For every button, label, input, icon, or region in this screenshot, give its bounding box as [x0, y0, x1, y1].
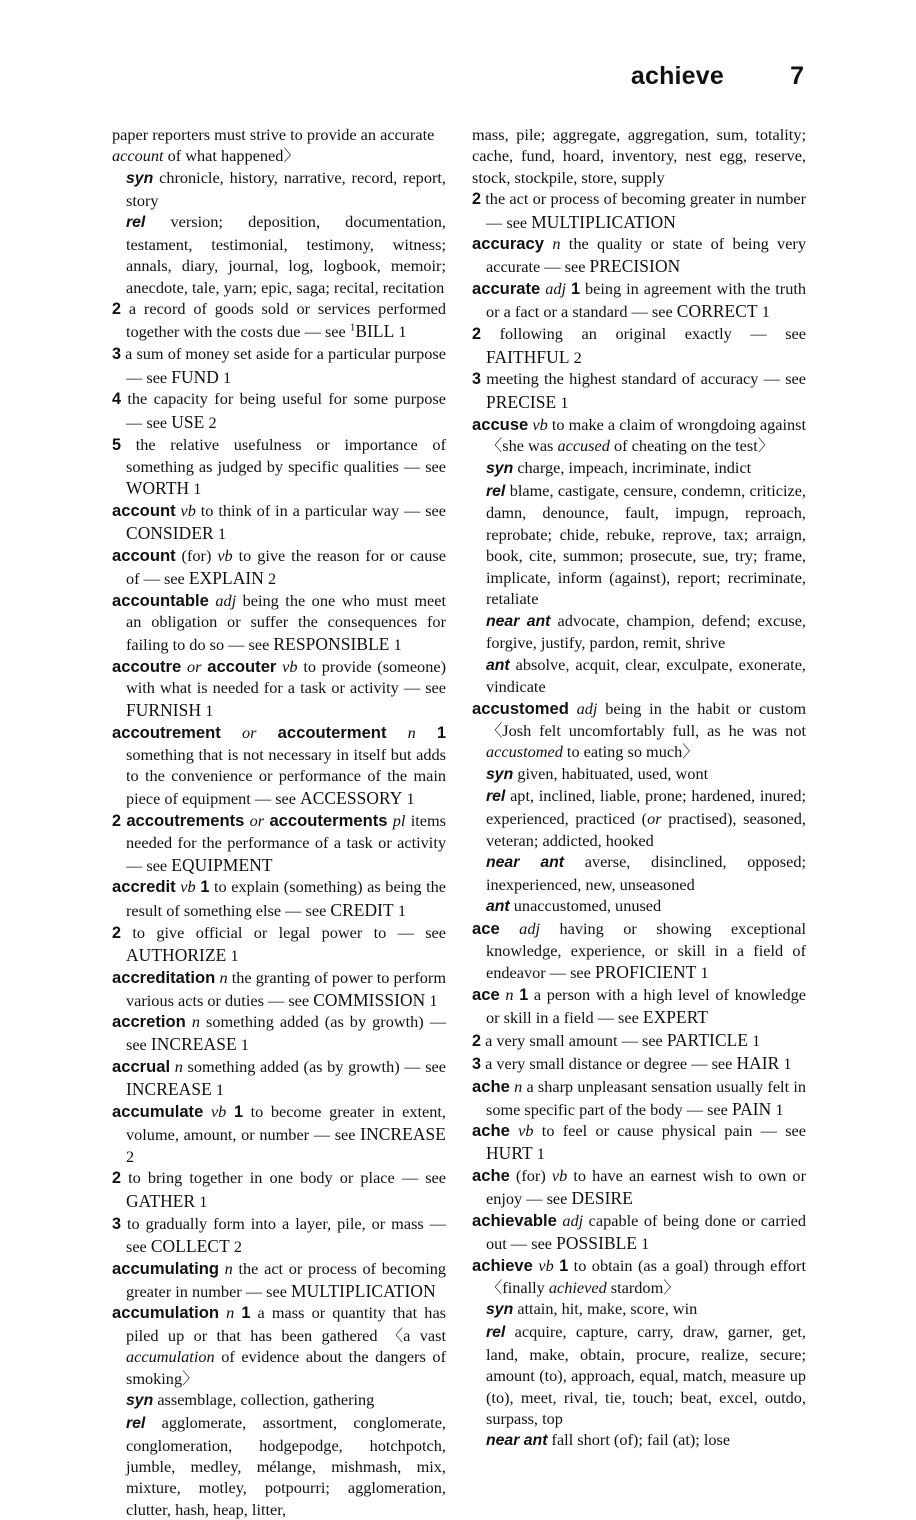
- synonym-list: syn attain, hit, make, score, win: [486, 1299, 698, 1319]
- cross-reference: CONSIDER: [126, 522, 214, 543]
- sense-block: 3 meeting the highest standard of accuracy — see PRECISE 1: [472, 369, 806, 412]
- functional-label: n: [407, 722, 416, 742]
- functional-label: n: [174, 1057, 183, 1077]
- synonym-list: syn charge, impeach, incriminate, indict: [486, 457, 752, 477]
- sense-number: 2: [472, 325, 482, 344]
- column-container: [112, 124, 807, 1519]
- functional-label: adj: [545, 279, 567, 299]
- headword: accreditation: [112, 967, 216, 987]
- functional-label: vb: [210, 1101, 227, 1121]
- cross-reference: DESIRE: [571, 1187, 633, 1208]
- sense-block: 2 accoutrements or accouterments pl items needed for the performance of a task or activity — see EQUIPMENT: [112, 810, 447, 875]
- sense-number: 1: [233, 1102, 243, 1121]
- dictionary-entry: accustomed adj being in the habit or custom 〈Josh felt uncomfortably full, as he was not accustomed to eating so much〉: [472, 698, 806, 762]
- cross-reference: MULTIPLICATION: [531, 211, 676, 232]
- cross-reference: PROFICIENT: [594, 962, 697, 983]
- dictionary-entry: accuracy n the quality or state of being very accurate — see PRECISION: [472, 234, 806, 277]
- dictionary-entry: achieve vb 1 to obtain (as a goal) through effort 〈finally achieved stardom〉: [472, 1255, 806, 1297]
- cross-reference: MULTIPLICATION: [291, 1280, 436, 1301]
- synonym-list: rel version; deposition, documentation, testament, testimonial, testimony, witness; annals, diary, journal, log, logbook, memoir; anecdote, tale, yarn; epic, saga; recital, recitation: [126, 212, 447, 297]
- dictionary-entry: accountable adj being the one who must meet an obligation or suffer the consequences for failing to do so — see RESPONSIBLE 1: [112, 590, 446, 654]
- verbal-illustration-word: accumulation: [126, 1347, 215, 1367]
- functional-label: vb: [217, 545, 233, 565]
- headword: achievable: [472, 1210, 557, 1230]
- list-label-syn: syn: [486, 1301, 514, 1319]
- sense-number: 2: [112, 811, 122, 830]
- dictionary-entry: account (for) vb to give the reason for or cause of — see EXPLAIN 2: [112, 545, 446, 588]
- headword: accumulate: [112, 1101, 204, 1121]
- cross-reference: USE: [171, 411, 205, 432]
- cross-reference: FURNISH: [126, 699, 202, 720]
- synonym-list: syn assemblage, collection, gathering: [126, 1389, 375, 1409]
- dictionary-entry: achievable adj capable of being done or carried out — see POSSIBLE 1: [472, 1210, 806, 1253]
- sense-number: 1: [436, 723, 446, 742]
- page-number: 7: [790, 62, 804, 90]
- entry-continuation: mass, pile; aggregate, aggregation, sum, totality; cache, fund, hoard, inventory, nest egg, reserve, stock, stockpile, store, supply: [472, 125, 806, 187]
- sense-block: 2 a record of goods sold or services performed together with the costs due — see $^1$BILL 1: [112, 299, 446, 342]
- functional-label: pl: [392, 810, 406, 830]
- functional-label: vb: [551, 1166, 568, 1186]
- sense-number: 2: [472, 1032, 482, 1051]
- sense-number: 4: [112, 390, 122, 409]
- functional-label: n: [505, 984, 514, 1004]
- list-label-rel: rel: [486, 788, 506, 806]
- sense-block: 3 a very small distance or degree — see HAIR 1: [472, 1053, 792, 1074]
- sense-number: 3: [112, 1214, 122, 1233]
- list-label-rel: rel: [486, 482, 506, 500]
- cross-reference: PARTICLE: [666, 1030, 749, 1051]
- sense-number: 3: [472, 1055, 482, 1074]
- synonym-list: rel agglomerate, assortment, conglomerate, conglomeration, hodgepodge, hotchpotch, jumble, medley, mélange, mishmash, mix, mixture, motley, potpourri; agglomeration, clutter, hash, heap, litter,: [126, 1412, 447, 1519]
- list-label-ant: ant: [486, 656, 510, 674]
- dictionary-entry: accretion n something added (as by growth) — see INCREASE 1: [112, 1012, 446, 1055]
- sense-number: 3: [472, 370, 482, 389]
- headword: accuracy: [472, 234, 544, 254]
- list-label-near-ant: near ant: [486, 853, 565, 871]
- cross-reference: FAITHFUL: [486, 346, 570, 367]
- cross-reference: CREDIT: [330, 899, 394, 920]
- dictionary-entry: accreditation n the granting of power to perform various acts or duties — see COMMISSION 1: [112, 967, 446, 1010]
- functional-label: adj: [562, 1210, 584, 1230]
- headword: ache: [472, 1121, 510, 1141]
- headword: accurate: [472, 279, 541, 299]
- list-label-rel: rel: [126, 1414, 146, 1432]
- sense-block: 5 the relative usefulness or importance of something as judged by specific qualities — see WORTH 1: [112, 434, 446, 499]
- functional-label: n: [219, 967, 228, 987]
- sense-block: 2 to bring together in one body or place — see GATHER 1: [112, 1168, 446, 1211]
- headword: ache: [472, 1166, 510, 1186]
- headword: accustomed: [472, 698, 569, 718]
- dictionary-entry: accoutre or accouter vb to provide (someone) with what is needed for a task or activity — see FURNISH 1: [112, 656, 446, 720]
- cross-reference: EXPERT: [642, 1007, 709, 1028]
- dictionary-entry: ace adj having or showing exceptional knowledge, experience, or skill in a field of endeavor — see PROFICIENT 1: [472, 918, 806, 983]
- synonym-list: ant absolve, acquit, clear, exculpate, exonerate, vindicate: [486, 654, 806, 697]
- cross-reference: FUND: [171, 366, 219, 387]
- headword: accrual: [112, 1057, 171, 1077]
- cross-reference: HURT: [486, 1143, 533, 1164]
- headword: accountable: [112, 590, 209, 610]
- cross-reference: HAIR: [736, 1053, 780, 1074]
- functional-label: adj: [576, 698, 598, 718]
- cross-reference: RESPONSIBLE: [273, 633, 390, 654]
- functional-label: vb: [180, 501, 196, 521]
- cross-reference: ACCESSORY: [300, 787, 403, 808]
- cross-reference: PAIN: [731, 1098, 772, 1119]
- synonym-list: near ant averse, disinclined, opposed; inexperienced, new, unseasoned: [486, 851, 806, 894]
- list-label-syn: syn: [126, 1391, 154, 1409]
- synonym-list: ant unaccustomed, unused: [486, 896, 662, 916]
- functional-label: vb: [282, 656, 298, 676]
- functional-label: n: [514, 1076, 523, 1096]
- functional-label: vb: [538, 1255, 554, 1275]
- cross-reference: INCREASE: [150, 1034, 237, 1055]
- dictionary-entry: account vb to think of in a particular way — see CONSIDER 1: [112, 501, 446, 543]
- functional-label: vb: [532, 414, 548, 434]
- headword: accoutrement: [112, 722, 221, 742]
- sense-block: 2 following an original exactly — see FAITHFUL 2: [472, 324, 806, 367]
- headword: achieve: [472, 1255, 533, 1275]
- headword: accoutrements: [126, 810, 245, 830]
- cross-reference: AUTHORIZE: [126, 944, 227, 965]
- sense-number: 2: [472, 190, 482, 209]
- sense-number: 1: [571, 280, 581, 299]
- headword-variant: accouterment: [277, 722, 387, 742]
- entry-continuation: account of what happened〉: [112, 146, 300, 166]
- column-left: [112, 124, 447, 1519]
- list-label-near-ant: near ant: [486, 612, 551, 630]
- dictionary-entry: accrual n something added (as by growth) — see INCREASE 1: [112, 1057, 446, 1099]
- synonym-list: rel blame, castigate, censure, condemn, criticize, damn, denounce, fault, impugn, reproach, reprobate; chide, rebuke, reprove, tax; arraign, book, cite, summon; prosecute, sue, try; frame, implicate, inform (against), report; recriminate, retaliate: [486, 480, 806, 609]
- cross-reference: EQUIPMENT: [171, 854, 273, 875]
- functional-label: adj: [215, 590, 237, 610]
- list-label-ant: ant: [486, 898, 510, 916]
- dictionary-entry: accuse vb to make a claim of wrongdoing against 〈she was accused of cheating on the test〉: [472, 414, 807, 456]
- entry-continuation: paper reporters must strive to provide an accurate: [112, 125, 435, 144]
- headword: accredit: [112, 877, 176, 897]
- dictionary-entry: ache n a sharp unpleasant sensation usually felt in some specific part of the body — see PAIN 1: [472, 1076, 807, 1119]
- headword: accretion: [112, 1012, 186, 1032]
- dictionary-entry: accumulating n the act or process of becoming greater in number — see MULTIPLICATION: [112, 1258, 446, 1301]
- cross-reference: POSSIBLE: [556, 1232, 638, 1253]
- synonym-list: syn given, habituated, used, wont: [486, 763, 709, 783]
- sense-number: 1: [200, 878, 210, 897]
- verbal-illustration-word: achieved: [548, 1277, 607, 1297]
- functional-label: n: [226, 1303, 235, 1323]
- list-label-rel: rel: [486, 1323, 506, 1341]
- synonym-list: rel acquire, capture, carry, draw, garner, get, land, make, obtain, procure, realize, secure; amount (to), approach, equal, match, measure up (to), meet, rival, tie, touch; beat, excel, outdo, surpass, top: [486, 1321, 806, 1429]
- headword: ace: [472, 984, 500, 1004]
- headword: accumulation: [112, 1303, 219, 1323]
- column-right: [472, 124, 807, 1450]
- sense-number: 3: [112, 345, 122, 364]
- sense-number: 1: [241, 1304, 251, 1323]
- cross-reference: PRECISE: [486, 391, 557, 412]
- synonym-list: near ant advocate, champion, defend; excuse, forgive, justify, pardon, remit, shrive: [486, 610, 807, 653]
- functional-label: n: [191, 1012, 200, 1032]
- list-label-near-ant: near ant: [486, 1432, 548, 1450]
- list-label-rel: rel: [126, 214, 146, 232]
- sense-number: 2: [112, 300, 122, 319]
- cross-reference: WORTH: [126, 478, 190, 499]
- sense-number: 2: [112, 1169, 122, 1188]
- functional-label: n: [224, 1258, 233, 1278]
- dictionary-entry: ace n 1 a person with a high level of knowledge or skill in a field — see EXPERT: [472, 984, 807, 1028]
- cross-reference: EXPLAIN: [188, 567, 264, 588]
- verbal-illustration-word: account: [112, 146, 164, 166]
- cross-reference: BILL: [355, 321, 395, 342]
- headword: ache: [472, 1076, 510, 1096]
- list-label-syn: syn: [126, 169, 154, 187]
- variant-or: or: [186, 656, 202, 676]
- headword: ace: [472, 918, 500, 938]
- running-head-word: achieve: [630, 62, 724, 90]
- headword-variant: accouter: [207, 656, 277, 676]
- verbal-illustration-word: accustomed: [486, 742, 563, 762]
- cross-reference: COMMISSION: [313, 989, 426, 1010]
- synonym-list: near ant fall short (of); fail (at); lose: [486, 1430, 731, 1450]
- sense-number: 1: [519, 985, 529, 1004]
- synonym-list: syn chronicle, history, narrative, record, report, story: [126, 167, 446, 210]
- cross-reference: INCREASE: [360, 1124, 446, 1145]
- running-head: [112, 62, 804, 96]
- dictionary-entry: accumulate vb 1 to become greater in extent, volume, amount, or number — see INCREASE 2: [112, 1101, 447, 1166]
- sense-number: 1: [559, 1256, 569, 1275]
- dictionary-entry: accurate adj 1 being in agreement with the truth or a fact or a standard — see CORRECT 1: [472, 279, 807, 322]
- dictionary-entry: accumulation n 1 a mass or quantity that has piled up or that has been gathered 〈a vast accumulation of evidence about the dangers of smoking〉: [112, 1303, 447, 1388]
- list-label-syn: syn: [486, 765, 514, 783]
- dictionary-entry: ache vb to feel or cause physical pain — see HURT 1: [472, 1121, 806, 1164]
- homograph-superscript: 1: [349, 321, 356, 334]
- cross-reference: PRECISION: [589, 256, 681, 277]
- headword: accoutre: [112, 656, 182, 676]
- cross-reference: COLLECT: [150, 1235, 230, 1256]
- list-label-syn: syn: [486, 459, 514, 477]
- functional-label: vb: [180, 877, 196, 897]
- verbal-illustration-word: accused: [557, 436, 610, 456]
- dictionary-entry: accoutrement or accouterment n 1 something that is not necessary in itself but adds to the convenience or performance of the main piece of equipment — see ACCESSORY 1: [112, 722, 446, 808]
- sense-block: 4 the capacity for being useful for some purpose — see USE 2: [112, 389, 446, 432]
- headword: account: [112, 501, 176, 521]
- sense-block: 2 to give official or legal power to — see AUTHORIZE 1: [112, 922, 446, 965]
- headword: accuse: [472, 414, 529, 434]
- sense-block: 2 a very small amount — see PARTICLE 1: [472, 1030, 761, 1051]
- sense-number: 5: [112, 435, 122, 454]
- functional-label: adj: [519, 918, 540, 938]
- cross-reference: INCREASE: [126, 1078, 212, 1099]
- sense-number: 2: [112, 923, 122, 942]
- variant-or: or: [647, 809, 662, 829]
- functional-label: n: [552, 234, 561, 254]
- variant-or: or: [249, 810, 265, 830]
- cross-reference: GATHER: [126, 1190, 196, 1211]
- headword-variant: accouterments: [269, 810, 388, 830]
- sense-block: 3 to gradually form into a layer, pile, or mass — see COLLECT 2: [112, 1213, 446, 1256]
- sense-block: 3 a sum of money set aside for a particular purpose — see FUND 1: [112, 344, 446, 387]
- functional-label: vb: [518, 1121, 534, 1141]
- headword: account: [112, 545, 176, 565]
- sense-block: 2 the act or process of becoming greater in number — see MULTIPLICATION: [472, 189, 806, 232]
- synonym-list: rel apt, inclined, liable, prone; hardened, inured; experienced, practiced (or practised), seasoned, veteran; addicted, hooked: [486, 786, 806, 850]
- cross-reference: CORRECT: [676, 301, 758, 322]
- variant-or: or: [242, 722, 257, 742]
- dictionary-entry: accredit vb 1 to explain (something) as being the result of something else — see CREDIT 1: [112, 877, 447, 920]
- headword: accumulating: [112, 1258, 219, 1278]
- dictionary-entry: ache (for) vb to have an earnest wish to own or enjoy — see DESIRE: [472, 1166, 806, 1208]
